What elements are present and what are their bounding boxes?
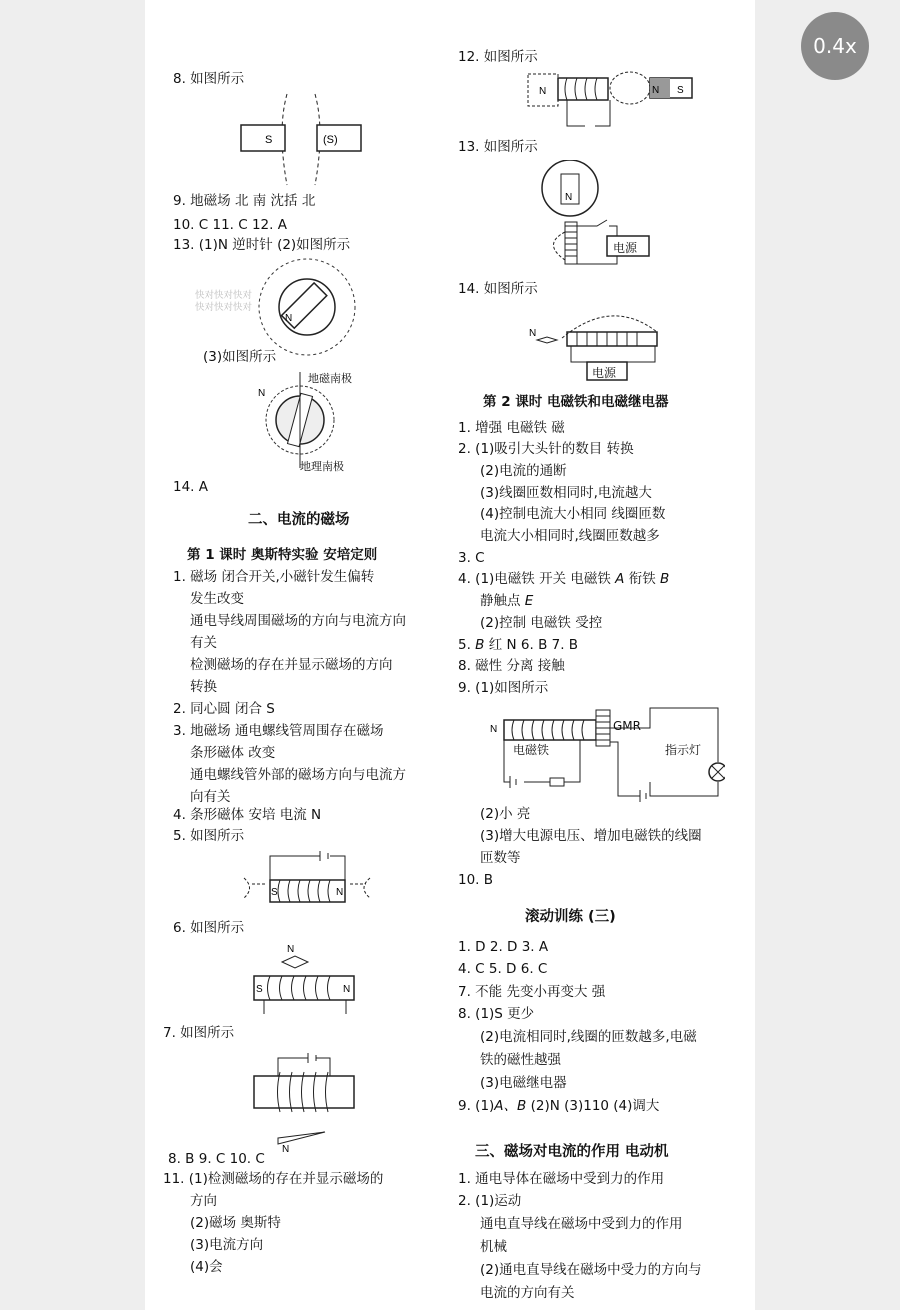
figure-solenoid-5 bbox=[240, 848, 380, 920]
figure-magnets bbox=[237, 90, 367, 190]
answer-line: 通电导线周围磁场的方向与电流方向 bbox=[190, 613, 406, 629]
answer-line: 方向 bbox=[190, 1193, 217, 1209]
answer-13: 13. (1)N 逆时针 (2)如图所示 bbox=[173, 237, 351, 253]
label-magnetic-south: 地磁南极 bbox=[308, 372, 352, 385]
answer-line: (4)控制电流大小相同 线圈匝数 bbox=[480, 506, 666, 522]
answer-line: (2)控制 电磁铁 受控 bbox=[480, 615, 603, 631]
answer-line: 条形磁体 改变 bbox=[190, 745, 276, 761]
answer-10: 10. C 11. C 12. A bbox=[173, 217, 287, 233]
answer-r12: 12. 如图所示 bbox=[458, 49, 538, 65]
label-indicator-lamp: 指示灯 bbox=[665, 743, 702, 757]
answer-line: 发生改变 bbox=[190, 591, 244, 607]
answer-line: 10. B bbox=[458, 872, 494, 888]
answer-line: 2. (1)运动 bbox=[458, 1193, 522, 1209]
answer-line: 8. B 9. C 10. C bbox=[168, 1151, 265, 1167]
svg-text:(S): (S) bbox=[323, 134, 338, 146]
answer-line: 4. (1)电磁铁 开关 电磁铁 A 衔铁 B bbox=[458, 571, 670, 587]
svg-text:N: N bbox=[529, 328, 537, 339]
rolling-training-title: 滚动训练 (三) bbox=[525, 909, 616, 925]
lesson-2-title: 第 2 课时 电磁铁和电磁继电器 bbox=[483, 394, 669, 410]
answer-line: 电流的方向有关 bbox=[480, 1285, 575, 1301]
answer-line: 11. (1)检测磁场的存在并显示磁场的 bbox=[163, 1171, 384, 1187]
svg-text:N: N bbox=[336, 887, 344, 898]
svg-text:N: N bbox=[565, 192, 573, 203]
figure-r12 bbox=[525, 68, 695, 130]
answer-line: 5. 如图所示 bbox=[173, 828, 245, 844]
answer-line: 4. 条形磁体 安培 电流 N bbox=[173, 807, 322, 823]
label-geographic-south: 地理南极 bbox=[300, 460, 344, 473]
section-title-2: 二、电流的磁场 bbox=[248, 512, 350, 528]
answer-line: 静触点 E bbox=[480, 593, 534, 609]
answer-r14: 14. 如图所示 bbox=[458, 281, 538, 297]
answer-r13: 13. 如图所示 bbox=[458, 139, 538, 155]
answer-line: 匝数等 bbox=[480, 850, 521, 866]
answer-line: 电流大小相同时,线圈匝数越多 bbox=[480, 528, 660, 544]
svg-text:N: N bbox=[652, 85, 660, 96]
answer-8: 8. 如图所示 bbox=[173, 71, 245, 87]
answer-line: (3)线圈匝数相同时,电流越大 bbox=[480, 485, 652, 501]
answer-line: 8. (1)S 更少 bbox=[458, 1006, 535, 1022]
answer-line: 3. C bbox=[458, 550, 485, 566]
answer-line: 转换 bbox=[190, 679, 217, 695]
svg-text:S: S bbox=[265, 134, 273, 146]
answer-line: (2)通电直导线在磁场中受力的方向与 bbox=[480, 1262, 702, 1278]
watermark-text: 快对快对快对 快对快对快对 bbox=[195, 290, 253, 313]
answer-line: 机械 bbox=[480, 1239, 507, 1255]
answer-line: (3)电磁继电器 bbox=[480, 1075, 567, 1091]
figure-solenoid-7 bbox=[250, 1050, 360, 1155]
answer-line: 2. (1)吸引大头针的数目 转换 bbox=[458, 441, 634, 457]
answer-line: 3. 地磁场 通电螺线管周围存在磁场 bbox=[173, 723, 384, 739]
answer-line: (2)电流相同时,线圈的匝数越多,电磁 bbox=[480, 1029, 697, 1045]
label-power-r13: 电源 bbox=[613, 241, 638, 255]
answer-line: (4)会 bbox=[190, 1259, 223, 1275]
answer-line: 向有关 bbox=[190, 789, 231, 805]
answer-page bbox=[145, 0, 755, 1310]
answer-line: 9. (1)如图所示 bbox=[458, 680, 549, 696]
section-title-3: 三、磁场对电流的作用 电动机 bbox=[475, 1144, 669, 1160]
answer-line: (2)电流的通断 bbox=[480, 463, 567, 479]
answer-line: (2)小 亮 bbox=[480, 806, 531, 822]
answer-line: 6. 如图所示 bbox=[173, 920, 245, 936]
svg-text:N: N bbox=[343, 984, 351, 995]
answer-14: 14. A bbox=[173, 479, 208, 495]
answer-line: 1. 磁场 闭合开关,小磁针发生偏转 bbox=[173, 569, 375, 585]
answer-line: 通电直导线在磁场中受到力的作用 bbox=[480, 1216, 683, 1232]
answer-13-3: (3)如图所示 bbox=[203, 349, 277, 365]
answer-line: 7. 不能 先变小再变大 强 bbox=[458, 984, 606, 1000]
svg-text:N: N bbox=[282, 1144, 290, 1155]
answer-line: 9. (1)A、B (2)N (3)110 (4)调大 bbox=[458, 1098, 660, 1114]
answer-line: 1. D 2. D 3. A bbox=[458, 939, 549, 955]
figure-solenoid-6 bbox=[250, 940, 360, 1020]
svg-text:N: N bbox=[490, 724, 498, 735]
zoom-level-badge[interactable]: 0.4x bbox=[801, 12, 869, 80]
answer-line: 1. 通电导体在磁场中受到力的作用 bbox=[458, 1171, 665, 1187]
answer-line: 2. 同心圆 闭合 S bbox=[173, 701, 275, 717]
answer-line: (3)增大电源电压、增加电磁铁的线圈 bbox=[480, 828, 702, 844]
svg-text:S: S bbox=[256, 984, 263, 995]
answer-line: (2)磁场 奥斯特 bbox=[190, 1215, 281, 1231]
answer-9: 9. 地磁场 北 南 沈括 北 bbox=[173, 193, 316, 209]
svg-text:N: N bbox=[539, 86, 547, 97]
answer-line: 通电螺线管外部的磁场方向与电流方 bbox=[190, 767, 406, 783]
svg-text:S: S bbox=[271, 887, 278, 898]
answer-line: 4. C 5. D 6. C bbox=[458, 961, 548, 977]
lesson-1-title: 第 1 课时 奥斯特实验 安培定则 bbox=[187, 547, 378, 563]
label-power-r14: 电源 bbox=[592, 366, 617, 380]
answer-line: 铁的磁性越强 bbox=[480, 1052, 561, 1068]
svg-text:N: N bbox=[258, 388, 266, 399]
label-gmr: GMR bbox=[613, 719, 641, 733]
answer-line: 有关 bbox=[190, 635, 217, 651]
answer-line: 7. 如图所示 bbox=[163, 1025, 235, 1041]
answer-line: 1. 增强 电磁铁 磁 bbox=[458, 420, 565, 436]
answer-line: (3)电流方向 bbox=[190, 1237, 264, 1253]
answer-line: 检测磁场的存在并显示磁场的方向 bbox=[190, 657, 393, 673]
svg-text:S: S bbox=[677, 85, 684, 96]
label-electromagnet: 电磁铁 bbox=[513, 743, 550, 757]
answer-line: 5. B 红 N 6. B 7. B bbox=[458, 637, 579, 653]
svg-text:N: N bbox=[285, 313, 293, 324]
figure-r13 bbox=[537, 160, 657, 275]
answer-line: 8. 磁性 分离 接触 bbox=[458, 658, 565, 674]
svg-text:N: N bbox=[287, 944, 295, 955]
